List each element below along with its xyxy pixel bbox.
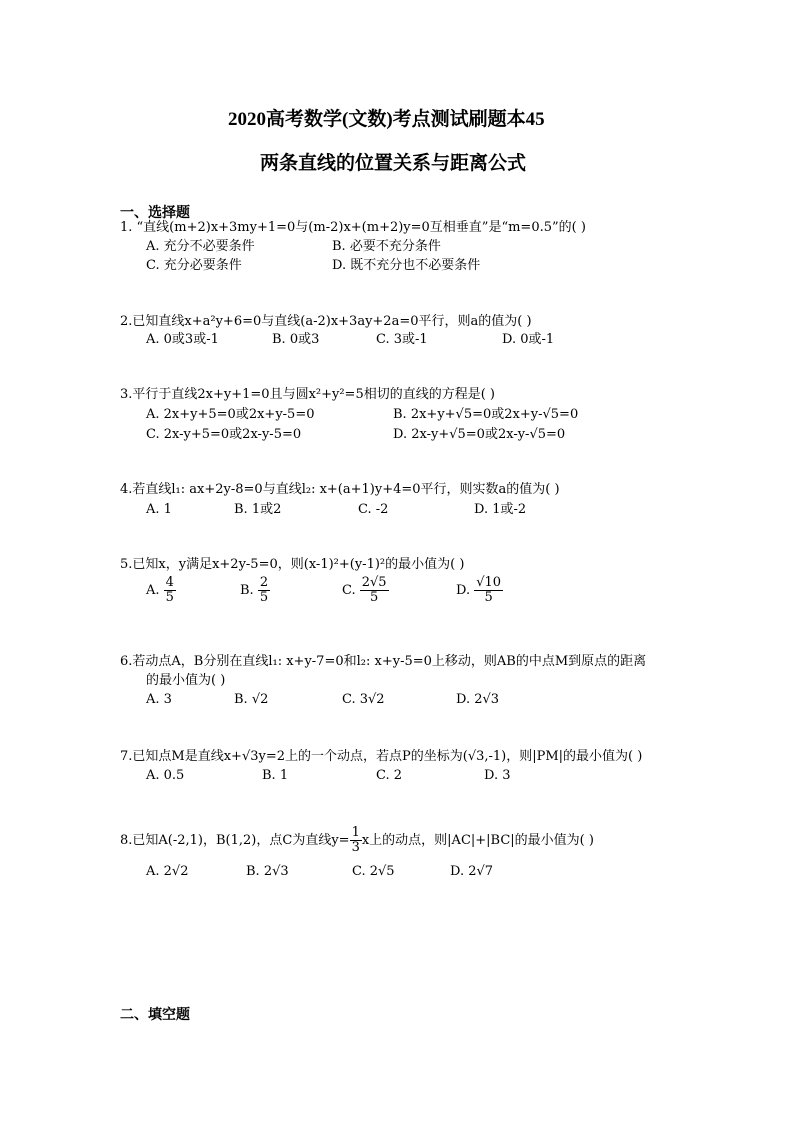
question-6-stem: 6.若动点A，B分别在直线l₁: x+y-7=0和l₂: x+y-5=0上移动，则AB的中点M到原点的距离 — [120, 654, 647, 669]
question-1-option-b: B. 必要不充分条件 — [332, 239, 441, 254]
question-7-option-c: C. 2 — [376, 768, 403, 783]
question-4-option-a: A. 1 — [146, 502, 172, 517]
section-heading-choice: 一、选择题 — [120, 205, 190, 221]
fraction — [164, 576, 176, 605]
question-8-option-c: C. 2√5 — [352, 864, 395, 879]
question-7-stem: 7.已知点M是直线x+√3y=2上的一个动点，若点P的坐标为(√3,-1)，则|PM|的最小值为( ) — [120, 749, 643, 764]
question-6-option-b: B. √2 — [234, 692, 269, 707]
fraction — [350, 826, 362, 855]
question-7-option-d: D. 3 — [484, 768, 511, 783]
fraction-denominator: 5 — [165, 590, 174, 605]
question-4-option-d: D. 1或-2 — [474, 502, 527, 517]
question-6-option-c: C. 3√2 — [342, 692, 385, 707]
question-1-stem: 1. “直线(m+2)x+3my+1=0与(m-2)x+(m+2)y=0互相垂直”是“m=0.5”的( ) — [120, 220, 586, 235]
option-letter: A. — [146, 583, 164, 598]
question-5-option-c — [342, 576, 389, 605]
question-2-option-d: D. 0或-1 — [502, 332, 555, 347]
question-8-option-a: A. 2√2 — [146, 864, 189, 879]
fraction-numerator: √10 — [476, 575, 502, 590]
question-6-stem-continued: 的最小值为( ) — [146, 673, 226, 688]
page-subtitle: 两条直线的位置关系与距离公式 — [260, 153, 527, 174]
fraction — [360, 576, 389, 605]
question-1-option-c: C. 充分必要条件 — [146, 258, 242, 273]
question-5-option-b — [240, 576, 270, 605]
fraction-numerator: 2 — [259, 575, 269, 590]
question-8-stem-part-2: x上的动点，则|AC|+|BC|的最小值为( ) — [361, 833, 594, 848]
question-8-option-d: D. 2√7 — [450, 864, 494, 879]
question-1-option-d: D. 既不充分也不必要条件 — [332, 258, 481, 273]
question-2-option-b: B. 0或3 — [272, 332, 320, 347]
question-5-option-a — [146, 576, 176, 605]
question-6-option-d: D. 2√3 — [456, 692, 500, 707]
option-letter: C. — [342, 583, 360, 598]
fraction-numerator: 1 — [351, 825, 360, 840]
question-7-option-a: A. 0.5 — [146, 768, 185, 783]
question-5-option-d — [456, 576, 503, 605]
option-letter: D. — [456, 583, 475, 598]
question-5-stem: 5.已知x，y满足x+2y-5=0，则(x-1)²+(y-1)²的最小值为( ) — [120, 557, 465, 572]
question-3-option-d: D. 2x-y+√5=0或2x-y-√5=0 — [393, 427, 566, 442]
question-8-option-b: B. 2√3 — [246, 864, 289, 879]
question-2-option-a: A. 0或3或-1 — [146, 332, 219, 347]
fraction — [474, 576, 503, 605]
question-3-option-a: A. 2x+y+5=0或2x+y-5=0 — [146, 407, 315, 422]
fraction-numerator: 2√5 — [361, 575, 387, 590]
question-8-stem — [120, 826, 594, 855]
question-4-stem: 4.若直线l₁: ax+2y-8=0与直线l₂: x+(a+1)y+4=0平行，则实数a的值为( ) — [120, 482, 560, 497]
question-4-option-b: B. 1或2 — [234, 502, 282, 517]
fraction-denominator: 5 — [370, 590, 379, 605]
question-1-option-a: A. 充分不必要条件 — [146, 239, 255, 254]
question-2-stem: 2.已知直线x+a²y+6=0与直线(a-2)x+3ay+2a=0平行，则a的值为( ) — [120, 314, 532, 329]
question-7-option-b: B. 1 — [262, 768, 289, 783]
page-title: 2020高考数学(文数)考点测试刷题本45 — [228, 109, 545, 130]
option-letter: B. — [240, 583, 258, 598]
section-heading-fill-in: 二、填空题 — [120, 1007, 190, 1023]
question-6-option-a: A. 3 — [146, 692, 172, 707]
fraction-denominator: 3 — [351, 840, 360, 855]
question-3-option-b: B. 2x+y+√5=0或2x+y-√5=0 — [393, 407, 579, 422]
question-3-stem: 3.平行于直线2x+y+1=0且与圆x²+y²=5相切的直线的方程是( ) — [120, 387, 496, 402]
fraction-numerator: 4 — [165, 575, 174, 590]
fraction-denominator: 5 — [259, 590, 269, 605]
question-4-option-c: C. -2 — [358, 502, 389, 517]
question-8-stem-part-1: 8.已知A(-2,1)，B(1,2)，点C为直线y= — [120, 833, 350, 848]
question-3-option-c: C. 2x-y+5=0或2x-y-5=0 — [146, 427, 302, 442]
question-2-option-c: C. 3或-1 — [376, 332, 428, 347]
fraction — [258, 576, 270, 605]
fraction-denominator: 5 — [484, 590, 493, 605]
